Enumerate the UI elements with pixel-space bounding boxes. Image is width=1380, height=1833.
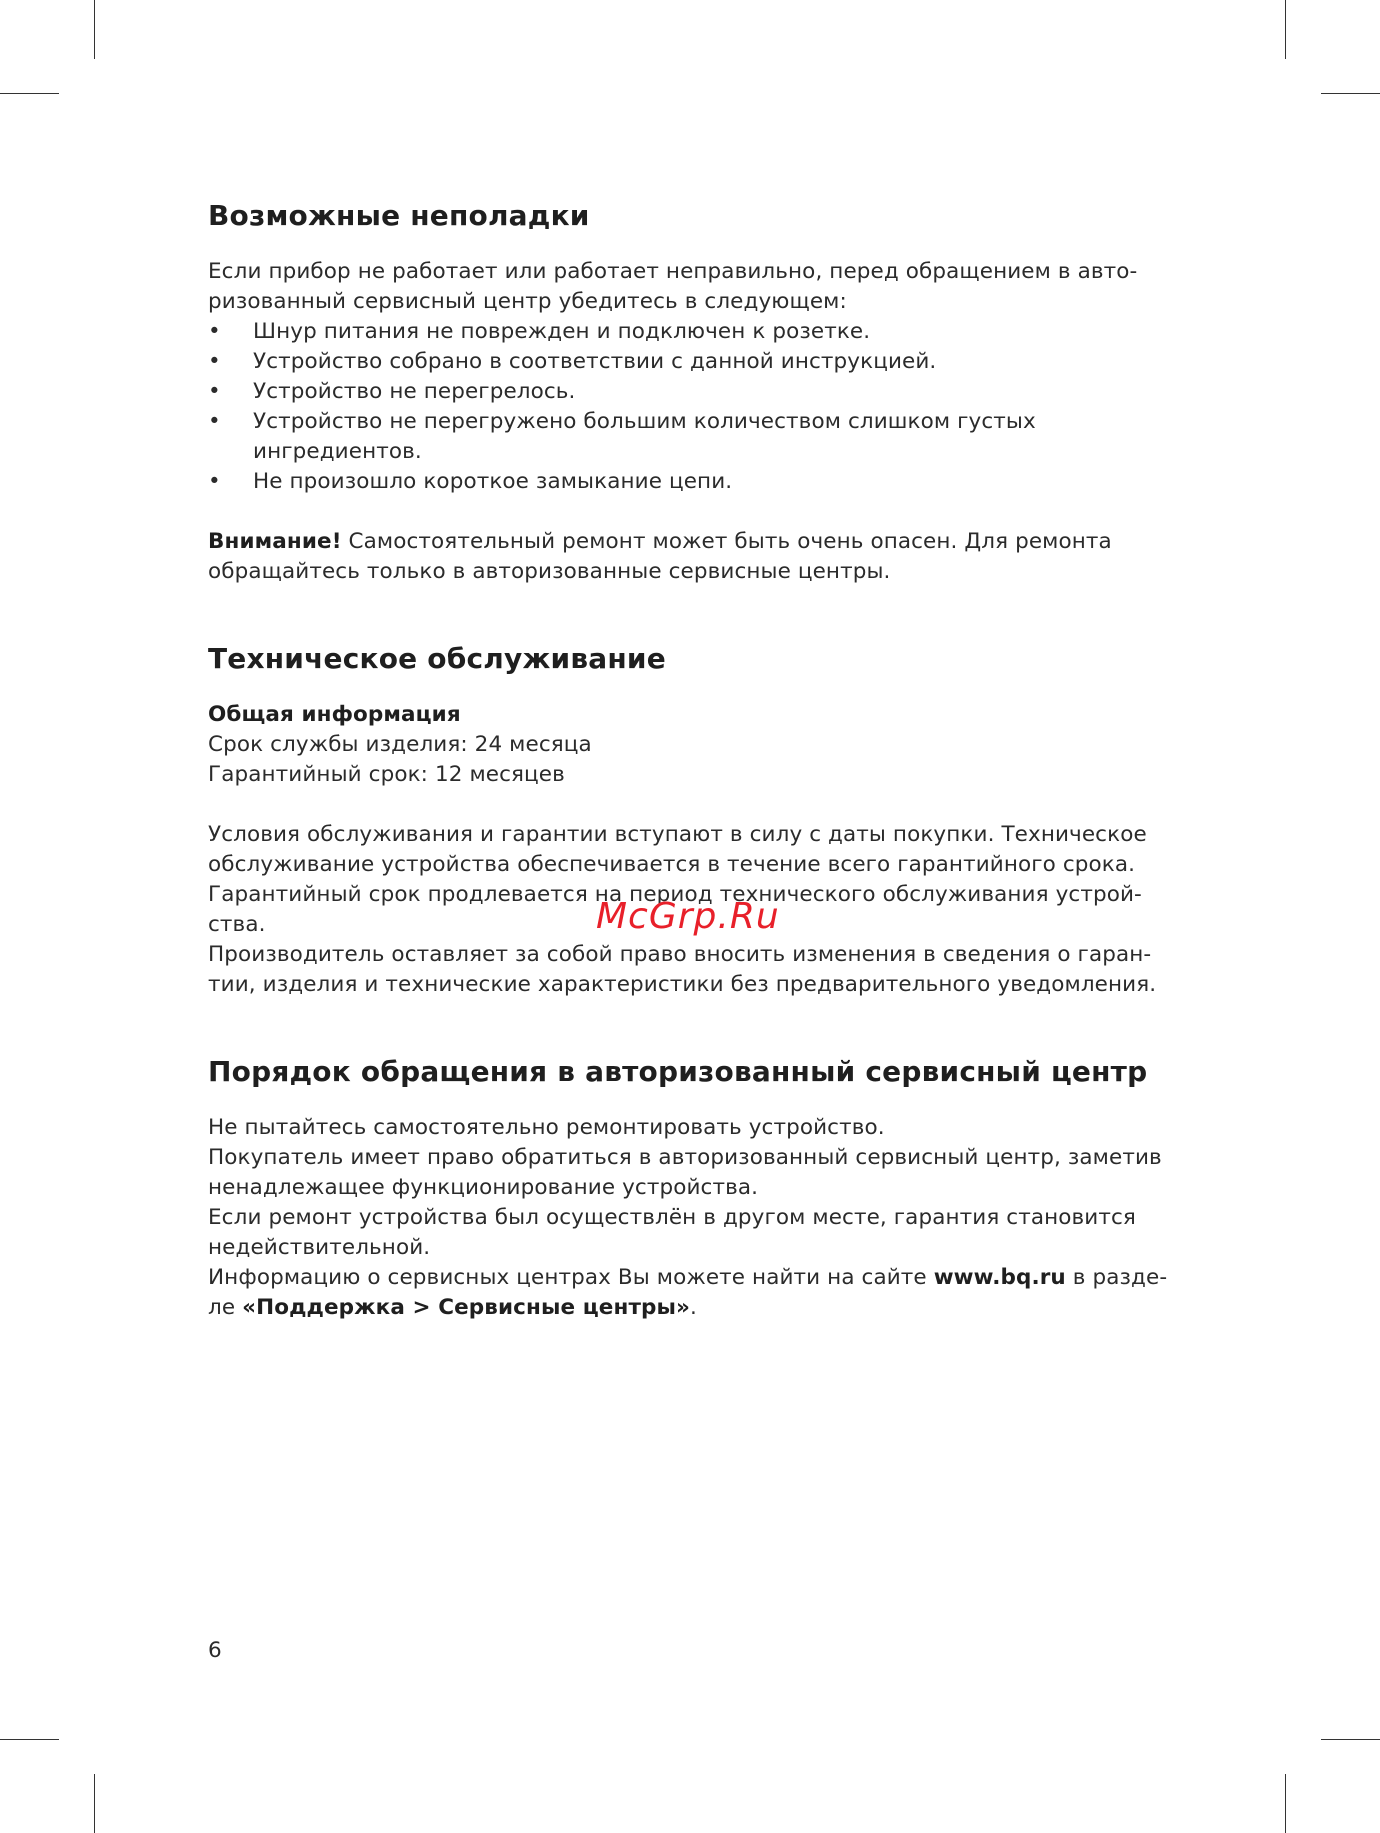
page-content [208,196,1208,1323]
section-title-troubleshooting: Возможные неполадки [208,199,590,232]
section-troubleshooting [208,196,1208,587]
crop-mark-bottom-left-vertical [94,1774,95,1833]
list-item: • Устройство собрано в соответствии с данной инструкцией. [208,347,1208,377]
spacer [208,790,1208,820]
info-text: . [690,1295,697,1320]
intro-line-2: ризованный сервисный центр убедитесь в следующем: [208,289,847,314]
list-item: • Устройство не перегружено большим количеством слишком густых ингредиентов. [208,407,1208,467]
section-spacer [208,587,1208,639]
info-text: Информацию о сервисных центрах Вы можете найти на сайте [208,1265,934,1290]
warning-line-2: обращайтесь только в авторизованные сервисные центры. [208,559,891,584]
crop-mark-top-right-vertical [1285,0,1286,59]
paragraph-line: недействительной. [208,1235,431,1260]
support-path: «Поддержка > Сервисные центры» [242,1295,691,1320]
warning-line-1 [208,527,1208,557]
list-item: • Не произошло короткое замыкание цепи. [208,467,1208,497]
section-spacer [208,1000,1208,1052]
paragraph-line: Гарантийный срок продлевается на период технического обслуживания устрой- [208,882,1142,907]
paragraph-line: тии, изделия и технические характеристики без предварительного уведомления. [208,972,1157,997]
website-link[interactable]: www.bq.ru [933,1265,1066,1290]
watermark: McGrp.Ru [596,896,780,937]
section-service-center [208,1052,1208,1323]
paragraph-line: Покупатель имеет право обратиться в авторизованный сервисный центр, заметив [208,1145,1162,1170]
info-line-1 [208,1263,1208,1293]
section-title-maintenance: Техническое обслуживание [208,642,666,675]
info-text: ле [208,1295,243,1320]
page-number: 6 [208,1638,222,1663]
paragraph-line: Производитель оставляет за собой право вносить изменения в сведения о гаран- [208,942,1152,967]
crop-mark-bottom-left-horizontal [0,1739,59,1740]
crop-mark-top-left-horizontal [0,93,59,94]
list-item: • Шнур питания не поврежден и подключен к розетке. [208,317,1208,347]
list-item: • Устройство не перегрелось. [208,377,1208,407]
checklist [208,317,1208,497]
paragraph-line: обслуживание устройства обеспечивается в течение всего гарантийного срока. [208,852,1136,877]
warning-text: Самостоятельный ремонт может быть очень опасен. Для ремонта [341,529,1112,554]
section-maintenance [208,639,1208,1000]
info-text: в разде- [1065,1265,1168,1290]
spacer [208,497,1208,527]
paragraph-line: Условия обслуживания и гарантии вступают в силу с даты покупки. Техническое [208,822,1147,847]
crop-mark-bottom-right-horizontal [1321,1739,1380,1740]
crop-mark-top-right-horizontal [1321,93,1380,94]
paragraph-line: Не пытайтесь самостоятельно ремонтировать устройство. [208,1115,885,1140]
paragraph-line: ства. [208,912,266,937]
crop-mark-bottom-right-vertical [1285,1774,1286,1833]
crop-mark-top-left-vertical [94,0,95,59]
paragraph-line: Если ремонт устройства был осуществлён в другом месте, гарантия становится [208,1205,1136,1230]
paragraph-line: ненадлежащее функционирование устройства. [208,1175,759,1200]
intro-line-1: Если прибор не работает или работает неправильно, перед обращением в авто- [208,259,1138,284]
service-life: Срок службы изделия: 24 месяца [208,732,592,757]
warranty-period: Гарантийный срок: 12 месяцев [208,762,565,787]
section-title-service-center: Порядок обращения в авторизованный сервисный центр [208,1055,1148,1088]
info-line-2 [208,1293,1208,1323]
subtitle-general-info: Общая информация [208,702,461,727]
warning-label: Внимание! [208,529,342,554]
